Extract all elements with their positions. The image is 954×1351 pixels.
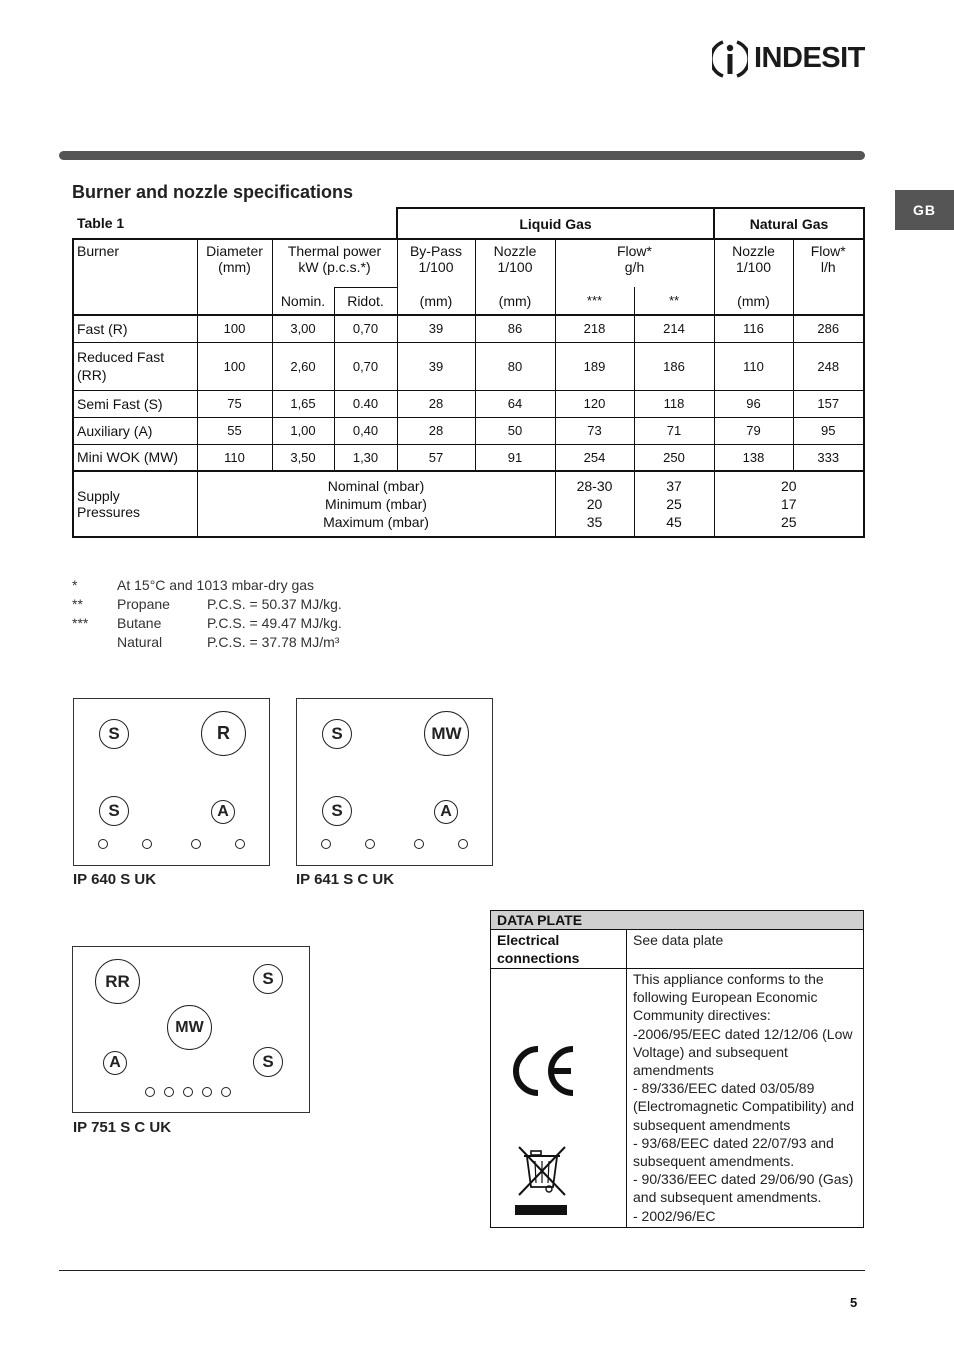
section-title: Burner and nozzle specifications xyxy=(72,182,354,202)
cell-burner: Mini WOK (MW) xyxy=(73,444,197,471)
cell-nomin: 2,60 xyxy=(272,342,334,390)
cell-nomin: 1,65 xyxy=(272,390,334,417)
cell-nozzle: 64 xyxy=(475,390,555,417)
burner-spec-table xyxy=(72,207,865,538)
nozzle-mm-subheader: (mm) xyxy=(475,287,555,315)
diameter-unit: (mm) xyxy=(218,259,251,275)
supply-label-line1: Supply xyxy=(77,488,120,504)
nozzle-lg-unit: 1/100 xyxy=(497,259,533,275)
cell-flow-ng: 286 xyxy=(793,315,864,342)
cell-burner: Reduced Fast (RR) xyxy=(73,342,197,390)
nozzle-ng-mm-subheader: (mm) xyxy=(714,287,793,315)
cell-ridot: 0,70 xyxy=(334,315,397,342)
burner-symbol: A xyxy=(211,800,235,824)
cell-bypass: 39 xyxy=(397,342,475,390)
bypass-mm-subheader: (mm) xyxy=(397,287,475,315)
control-knob xyxy=(365,839,375,849)
cell-diameter: 110 xyxy=(197,444,272,471)
cell-bypass: 57 xyxy=(397,444,475,471)
page-number: 5 xyxy=(850,1295,858,1310)
cell-flow2: 71 xyxy=(634,417,714,444)
control-knob xyxy=(414,839,424,849)
burner-symbol: A xyxy=(103,1051,127,1075)
thermal-power-label: Thermal power xyxy=(287,243,382,259)
bypass-unit: 1/100 xyxy=(418,259,454,275)
cell-flow3: 120 xyxy=(555,390,634,417)
cell-ridot: 0,70 xyxy=(334,342,397,390)
table-row xyxy=(73,342,864,390)
electrical-value: See data plate xyxy=(627,930,864,969)
cell-nozzle-ng: 138 xyxy=(714,444,793,471)
data-plate-title: DATA PLATE xyxy=(491,911,864,930)
cell-ridot: 0.40 xyxy=(334,390,397,417)
cell-bypass: 39 xyxy=(397,315,475,342)
burner-symbol: S xyxy=(253,1047,283,1077)
nozzle-lg-label: Nozzle xyxy=(493,243,537,259)
burner-symbol: MW xyxy=(424,711,469,756)
flow-ng-label: Flow* xyxy=(810,243,846,259)
diameter-header xyxy=(197,239,272,315)
burner-symbol: S xyxy=(322,719,352,749)
control-knob xyxy=(235,839,245,849)
flow-lg-label: Flow* xyxy=(616,243,652,259)
flow-ng-unit: l/h xyxy=(820,259,836,275)
burner-symbol: MW xyxy=(167,1005,212,1050)
flow-lg-unit: g/h xyxy=(624,259,645,275)
footnote-mark: *** xyxy=(72,615,89,631)
cell-flow3: 73 xyxy=(555,417,634,444)
ridot-subheader: Ridot. xyxy=(334,287,397,315)
control-knob xyxy=(321,839,331,849)
cell-nozzle: 50 xyxy=(475,417,555,444)
thermal-power-header xyxy=(272,239,397,287)
flow-butane-subheader: *** xyxy=(555,287,634,315)
table-row xyxy=(73,417,864,444)
minimum-label: Minimum (mbar) xyxy=(325,496,427,512)
control-knob xyxy=(458,839,468,849)
cell-ridot: 1,30 xyxy=(334,444,397,471)
hob-diagram-ip751 xyxy=(72,946,310,1113)
cell-diameter: 75 xyxy=(197,390,272,417)
supply-propane xyxy=(634,471,714,537)
cell-nozzle-ng: 110 xyxy=(714,342,793,390)
directives-text: This appliance conforms to the following European Economic Community directives: -2006/95/EEC dated 12/12/06 (Low Voltage) and subsequent amendments - 89/336/EEC dated 03/05/89 (Electromagnetic Compatibility) and subsequent amendments - 93/68/EEC dated 22/07/93 and subsequent amendments. - 90/336/EEC dated 29/06/90 (Gas) and subsequent amendments. - 2002/96/EC xyxy=(627,969,864,1228)
cell-nozzle: 80 xyxy=(475,342,555,390)
ce-mark-icon xyxy=(509,1043,579,1099)
cell-burner: Auxiliary (A) xyxy=(73,417,197,444)
nozzle-ng-label: Nozzle xyxy=(732,243,775,259)
table-label: Table 1 xyxy=(73,208,397,239)
cell-burner: Semi Fast (S) xyxy=(73,390,197,417)
flow-propane-subheader: ** xyxy=(634,287,714,315)
propane-nominal: 37 xyxy=(666,478,682,494)
hob-diagram-ip641 xyxy=(296,698,493,866)
cell-burner: Fast (R) xyxy=(73,315,197,342)
cell-flow2: 118 xyxy=(634,390,714,417)
natural-maximum: 25 xyxy=(780,514,797,530)
footnote-value: P.C.S. = 37.78 MJ/m³ xyxy=(207,634,340,650)
footnote-row xyxy=(72,614,472,633)
hob-caption: IP 641 S C UK xyxy=(296,871,395,888)
supply-butane xyxy=(555,471,634,537)
bypass-label: By-Pass xyxy=(409,243,463,259)
footnote-row xyxy=(72,576,472,595)
control-knob xyxy=(221,1087,231,1097)
cell-flow2: 214 xyxy=(634,315,714,342)
nomin-subheader: Nomin. xyxy=(272,287,334,315)
crossed-bin-icon xyxy=(515,1143,571,1217)
propane-minimum: 25 xyxy=(666,496,682,512)
supply-label-line2: Pressures xyxy=(77,504,141,520)
footnote-value: P.C.S. = 50.37 MJ/kg. xyxy=(207,596,342,612)
footnote-mark: * xyxy=(72,577,78,593)
control-knob xyxy=(145,1087,155,1097)
hob-diagram-ip640 xyxy=(73,698,270,866)
cell-nomin: 1,00 xyxy=(272,417,334,444)
footnotes xyxy=(72,576,472,652)
footnote-gas: Butane xyxy=(117,615,162,631)
cell-diameter: 100 xyxy=(197,342,272,390)
cell-flow-ng: 333 xyxy=(793,444,864,471)
cell-flow2: 186 xyxy=(634,342,714,390)
footnote-row xyxy=(72,633,472,652)
cell-flow-ng: 95 xyxy=(793,417,864,444)
supply-pressure-names xyxy=(197,471,555,537)
cell-nozzle-ng: 116 xyxy=(714,315,793,342)
control-knob xyxy=(98,839,108,849)
brand-name: INDESIT xyxy=(754,42,865,74)
natural-gas-header: Natural Gas xyxy=(714,208,864,239)
electrical-label: Electrical connections xyxy=(491,930,627,969)
burner-symbol: S xyxy=(99,796,129,826)
cell-nozzle-ng: 96 xyxy=(714,390,793,417)
nozzle-ng-header xyxy=(714,239,793,287)
hob-caption: IP 640 S UK xyxy=(73,871,157,888)
flow-ng-header xyxy=(793,239,864,315)
footer-rule xyxy=(59,1270,865,1271)
propane-maximum: 45 xyxy=(666,514,682,530)
cell-ridot: 0,40 xyxy=(334,417,397,444)
burner-symbol: S xyxy=(253,964,283,994)
footnote-value: P.C.S. = 49.47 MJ/kg. xyxy=(207,615,342,631)
cell-nozzle-ng: 79 xyxy=(714,417,793,444)
footnote-mark: ** xyxy=(72,596,83,612)
liquid-gas-header: Liquid Gas xyxy=(397,208,714,239)
control-knob xyxy=(191,839,201,849)
language-tab: GB xyxy=(895,190,954,230)
footnote-text: At 15°C and 1013 mbar-dry gas xyxy=(117,577,315,593)
nozzle-ng-unit: 1/100 xyxy=(735,259,772,275)
footnote-gas: Propane xyxy=(117,596,170,612)
flow-lg-header xyxy=(555,239,714,287)
cell-bypass: 28 xyxy=(397,417,475,444)
cell-flow3: 218 xyxy=(555,315,634,342)
compliance-marks xyxy=(491,969,627,1228)
nozzle-lg-header xyxy=(475,239,555,287)
cell-flow3: 254 xyxy=(555,444,634,471)
footnote-row xyxy=(72,595,472,614)
burner-symbol: RR xyxy=(95,959,140,1004)
supply-natural xyxy=(714,471,864,537)
bypass-header xyxy=(397,239,475,287)
control-knob xyxy=(142,839,152,849)
indesit-logo-icon xyxy=(712,38,748,80)
cell-nomin: 3,00 xyxy=(272,315,334,342)
brand-logo xyxy=(712,38,872,80)
burner-header: Burner xyxy=(73,239,197,315)
footnote-gas: Natural xyxy=(117,634,163,650)
butane-maximum: 35 xyxy=(586,514,603,530)
burner-symbol: A xyxy=(434,800,458,824)
table-row xyxy=(73,444,864,471)
cell-diameter: 55 xyxy=(197,417,272,444)
cell-nomin: 3,50 xyxy=(272,444,334,471)
data-plate-table xyxy=(490,910,864,1228)
cell-bypass: 28 xyxy=(397,390,475,417)
burner-symbol: R xyxy=(201,711,246,756)
nominal-label: Nominal (mbar) xyxy=(327,478,425,494)
diameter-label: Diameter xyxy=(206,243,263,259)
cell-flow-ng: 157 xyxy=(793,390,864,417)
maximum-label: Maximum (mbar) xyxy=(323,514,429,530)
cell-nozzle: 91 xyxy=(475,444,555,471)
cell-flow2: 250 xyxy=(634,444,714,471)
natural-nominal: 20 xyxy=(780,478,797,494)
cell-nozzle: 86 xyxy=(475,315,555,342)
table-row xyxy=(73,390,864,417)
hob-caption: IP 751 S C UK xyxy=(73,1119,172,1136)
cell-flow3: 189 xyxy=(555,342,634,390)
burner-symbol: S xyxy=(99,719,129,749)
burner-symbol: S xyxy=(322,796,352,826)
control-knob xyxy=(164,1087,174,1097)
supply-label xyxy=(73,471,197,537)
header-rule xyxy=(59,151,865,160)
control-knob xyxy=(202,1087,212,1097)
natural-minimum: 17 xyxy=(780,496,797,512)
table-row xyxy=(73,315,864,342)
control-knob xyxy=(183,1087,193,1097)
butane-minimum: 20 xyxy=(586,496,603,512)
cell-diameter: 100 xyxy=(197,315,272,342)
cell-flow-ng: 248 xyxy=(793,342,864,390)
thermal-power-unit: kW (p.c.s.*) xyxy=(298,259,371,275)
butane-nominal: 28-30 xyxy=(576,478,613,494)
